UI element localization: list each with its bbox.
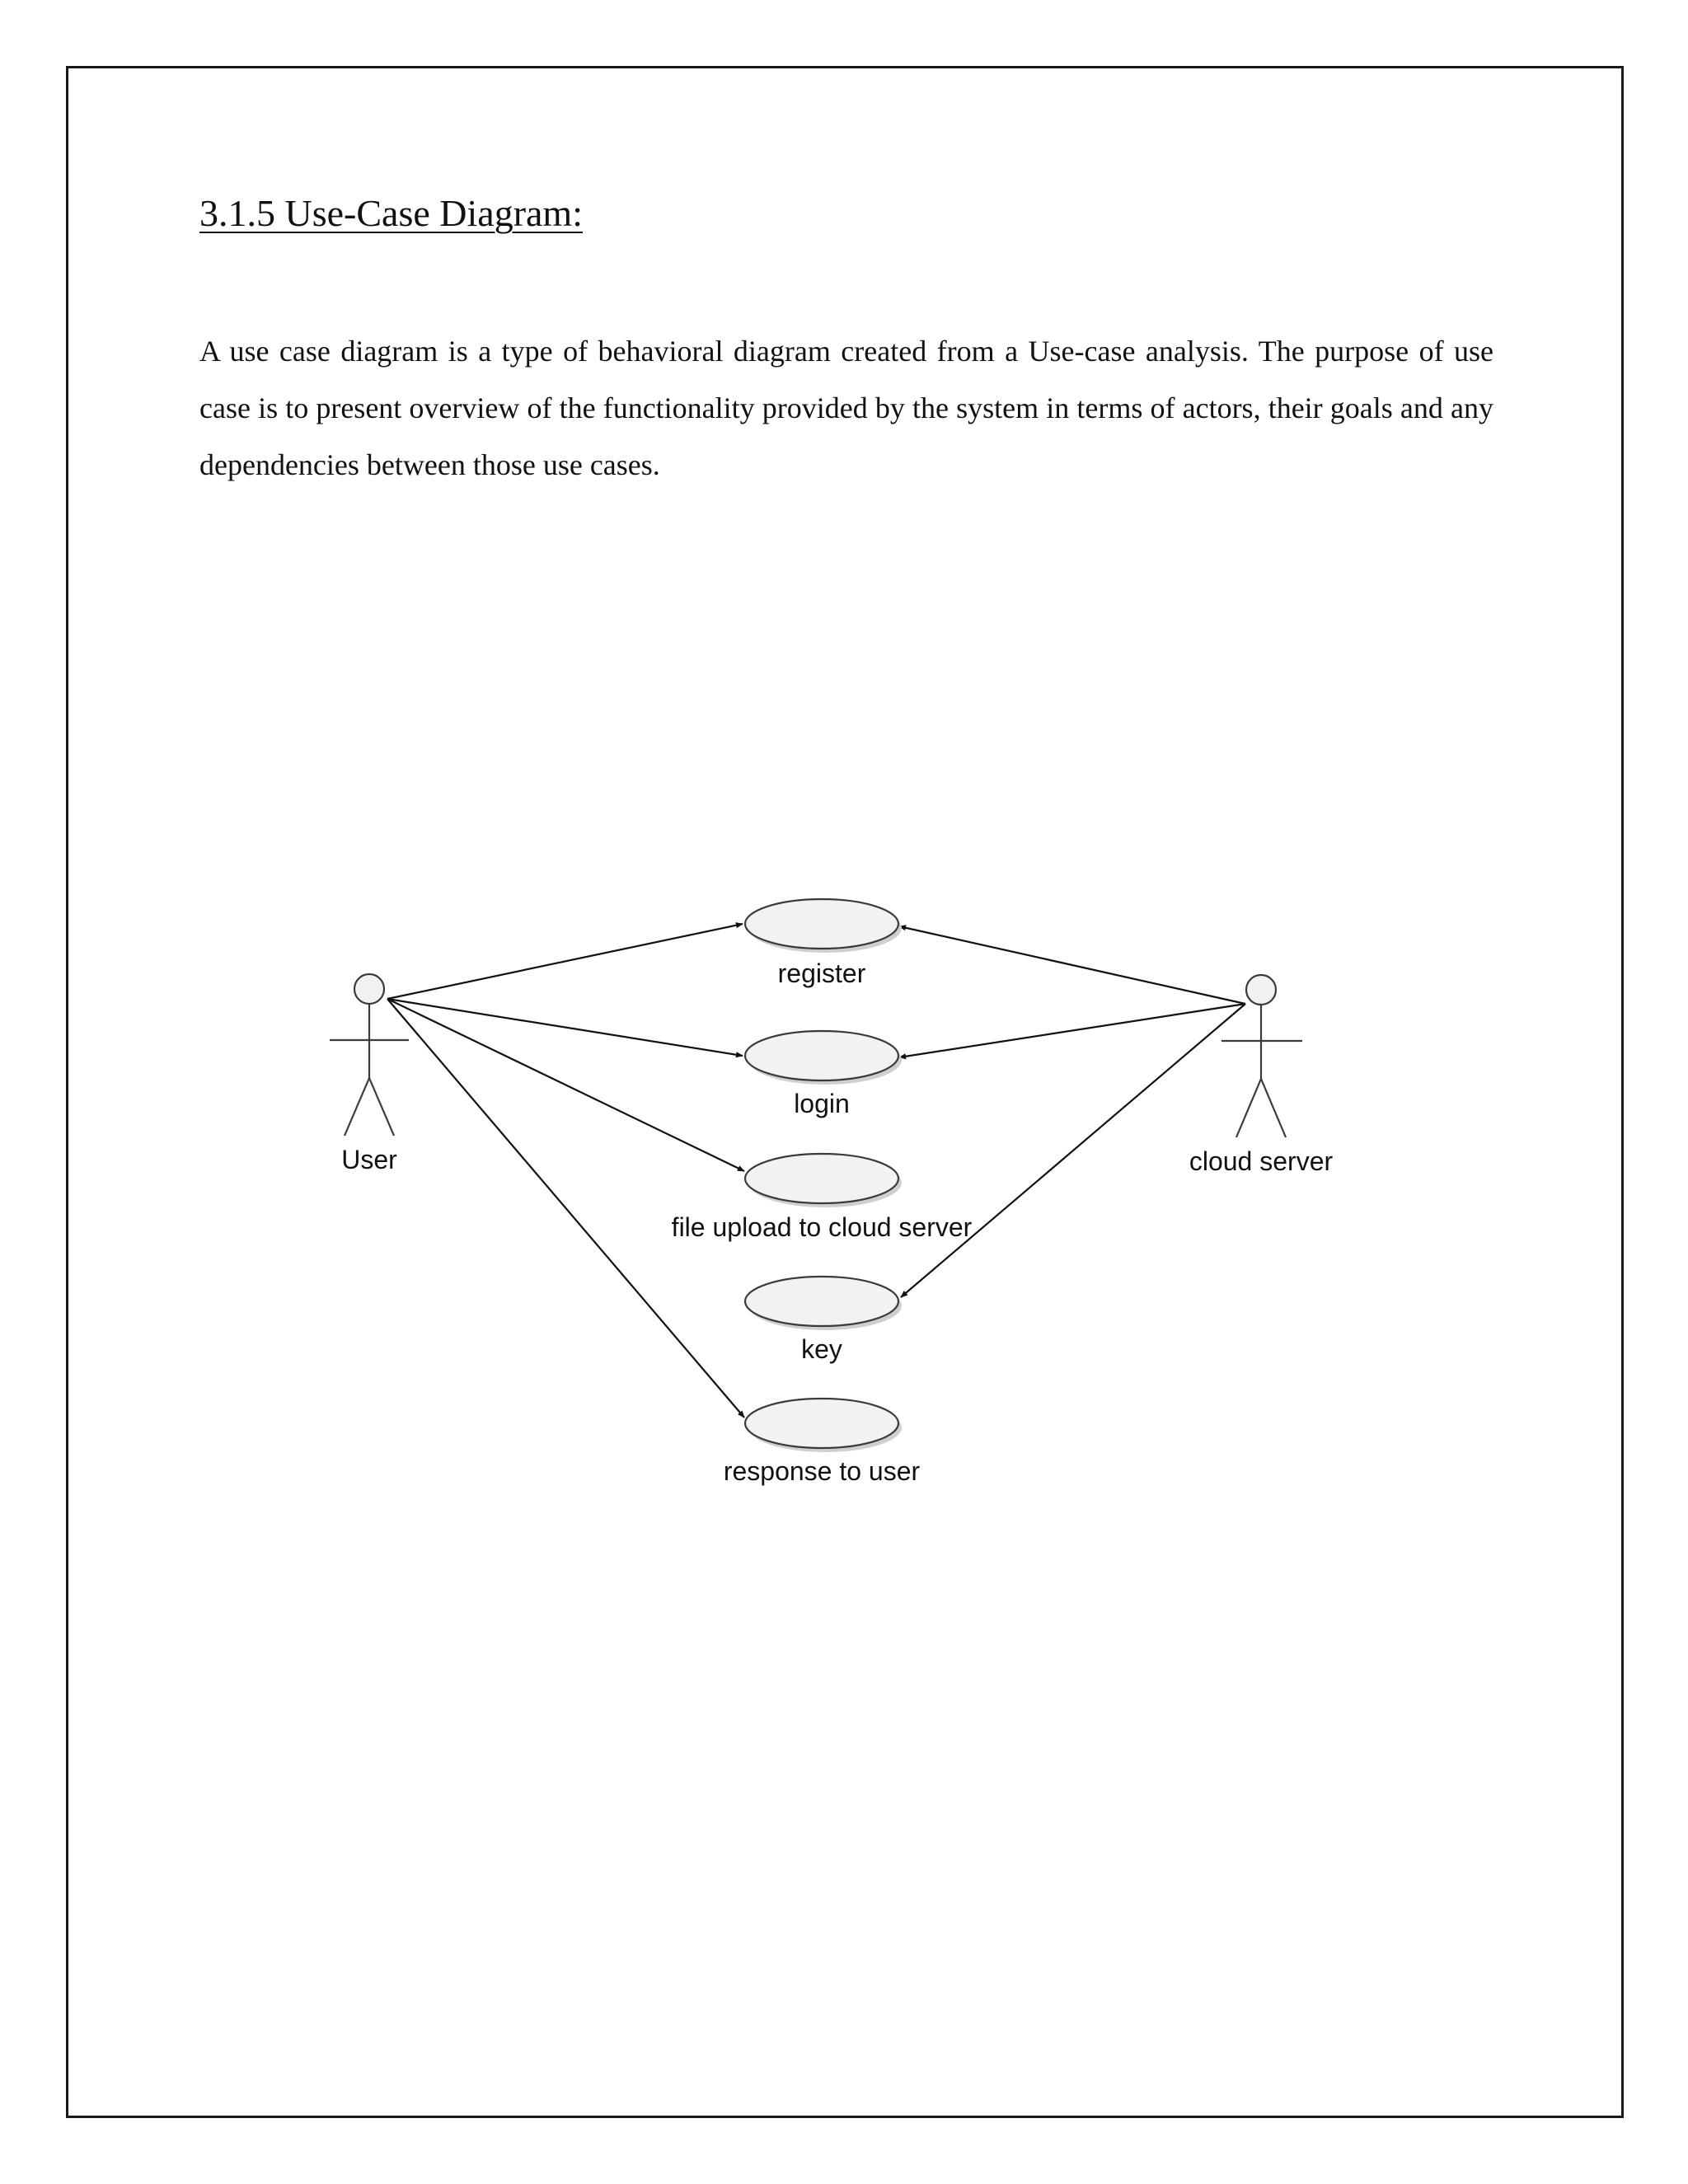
actor-user-head: [354, 974, 384, 1004]
use-case-response-ellipse: [745, 1399, 898, 1448]
association-user-login: [387, 999, 743, 1056]
actor-cloud-left-leg: [1236, 1079, 1261, 1137]
association-user-register: [387, 924, 743, 999]
use-case-key-label: key: [801, 1334, 842, 1364]
use-case-response: [724, 1399, 921, 1486]
use-case-key: [745, 1277, 902, 1364]
actor-cloud-server: [1221, 975, 1302, 1137]
association-user-response: [387, 999, 744, 1418]
intro-paragraph: A use case diagram is a type of behavioral diagram created from a Use-case analysis. The purpose of use case is to present overview of the functionality provided by the system in terms of actors, their goals and any dependencies between those use cases.: [199, 335, 1493, 481]
actor-user-left-leg: [345, 1078, 369, 1136]
association-user-upload: [387, 999, 744, 1171]
use-case-register-ellipse: [745, 899, 898, 949]
use-case-upload-ellipse: [745, 1154, 898, 1203]
use-case-login-label: login: [794, 1089, 850, 1118]
actor-cloud-label: cloud server: [1189, 1146, 1334, 1176]
association-cloud-login: [899, 1004, 1245, 1057]
use-case-file-upload: [672, 1154, 973, 1242]
actor-user: [330, 974, 409, 1136]
use-case-response-label: response to user: [723, 1456, 921, 1486]
actor-user-label: User: [341, 1145, 397, 1174]
use-case-upload-label: file upload to cloud server: [671, 1212, 973, 1242]
actor-cloud-right-leg: [1261, 1079, 1286, 1137]
use-case-key-ellipse: [745, 1277, 898, 1326]
use-case-login: [745, 1031, 902, 1118]
section-heading: 3.1.5 Use-Case Diagram:: [199, 192, 583, 234]
use-case-register: [745, 899, 902, 988]
actor-cloud-head: [1246, 975, 1276, 1005]
association-cloud-register: [899, 926, 1245, 1004]
use-case-login-ellipse: [745, 1031, 898, 1080]
use-case-register-label: register: [777, 958, 866, 988]
actor-user-right-leg: [369, 1078, 394, 1136]
